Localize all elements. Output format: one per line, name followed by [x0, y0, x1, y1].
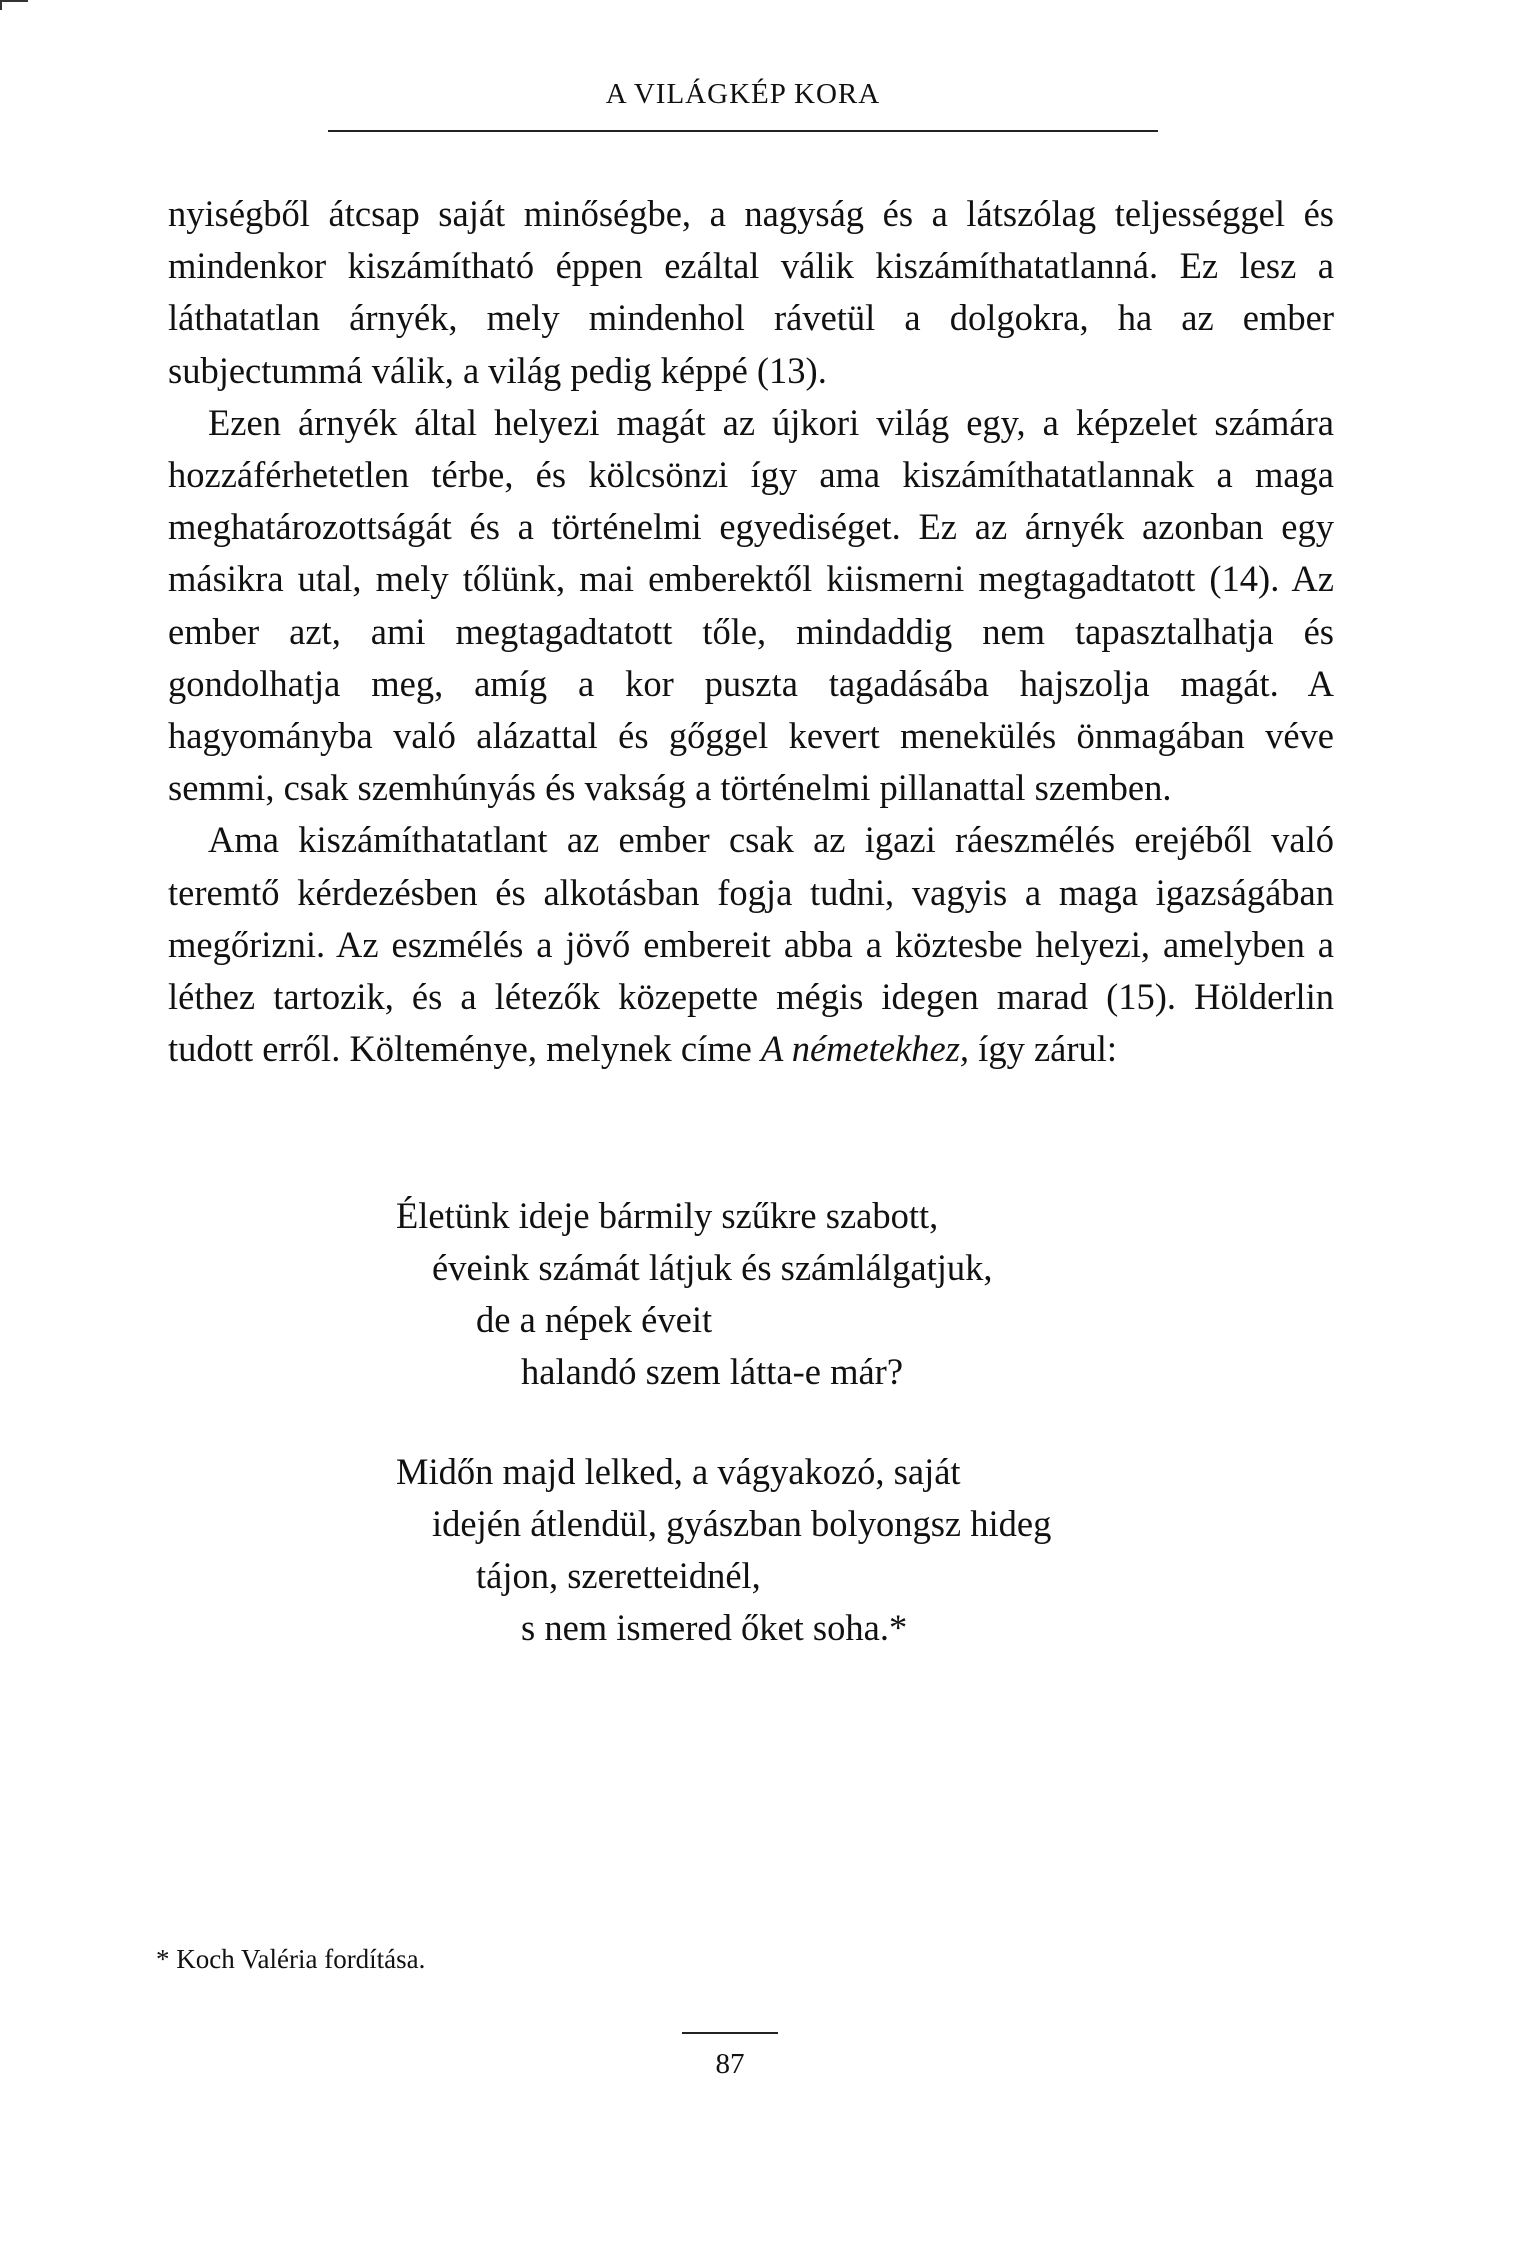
- crop-mark: [0, 0, 28, 10]
- page-number-rule: [682, 2032, 778, 2034]
- running-head: A VILÁGKÉP KORA: [605, 78, 881, 110]
- poem-line: halandó szem látta-e már?: [521, 1351, 904, 1392]
- poem-line: idején átlendül, gyászban bolyongsz hideg: [432, 1503, 1052, 1544]
- poem-line: tájon, szeretteidnél,: [476, 1555, 761, 1596]
- poem-line: Midőn majd lelked, a vágyakozó, saját: [396, 1451, 961, 1492]
- body-text: [168, 188, 1334, 1075]
- poem-line: Életünk ideje bármily szűkre szabott,: [396, 1195, 939, 1236]
- poem-line: de a népek éveit: [476, 1299, 713, 1340]
- footnote: * Koch Valéria fordítása.: [156, 1944, 426, 1974]
- paragraph-1: nyiségből átcsap saját minőségbe, a nagyság és a látszólag teljességgel és mindenkor kiszámítható éppen ezáltal válik kiszámíthatatlanná. Ez lesz a láthatatlan árnyék, mely mindenhol rávetül a dolgokra, ha az ember subjectummá válik, a világ pedig képpé (13).: [168, 193, 1334, 391]
- paragraph-3-text: Ama kiszámíthatatlant az ember csak az igazi ráeszmélés erejéből való teremtő kérdezésben és alkotásban fogja tudni, vagyis a maga igazságában megőrizni. Az eszmélés a jövő embereit abba a köztesbe helyezi, amelyben a léthez tartozik, és a létezők közepette mégis idegen marad (15). Hölderlin tudott erről. Költeménye, melynek címe: [168, 819, 1334, 1070]
- poem-stanza-2: [396, 1446, 1296, 1654]
- header-rule: [328, 130, 1158, 132]
- page-number: 87: [715, 2048, 745, 2080]
- poem-stanza-1: [396, 1190, 1296, 1398]
- paragraph-2: Ezen árnyék által helyezi magát az újkori világ egy, a képzelet számára hozzáférhetetlen térbe, és kölcsönzi így ama kiszámíthatatlannak a maga meghatározottságát és a történelmi egyediséget. Ez az árnyék azonban egy másikra utal, mely tőlünk, mai emberektől kiismerni megtagadtatott (14). Az ember azt, ami megtagadtatott tőle, mindaddig nem tapasztalhatja és gondolhatja meg, amíg a kor puszta tagadásába hajszolja magát. A hagyományba való alázattal és gőggel kevert menekülés önmagában véve semmi, csak szemhúnyás és vakság a történelmi pillanattal szemben.: [168, 401, 1334, 809]
- poem-title: A németekhez,: [760, 1028, 970, 1070]
- paragraph-3: [168, 814, 1334, 1075]
- poem-line: s nem ismered őket soha.*: [521, 1607, 908, 1648]
- closing-text: így zárul:: [969, 1028, 1118, 1070]
- poem-line: éveink számát látjuk és számlálgatjuk,: [432, 1247, 993, 1288]
